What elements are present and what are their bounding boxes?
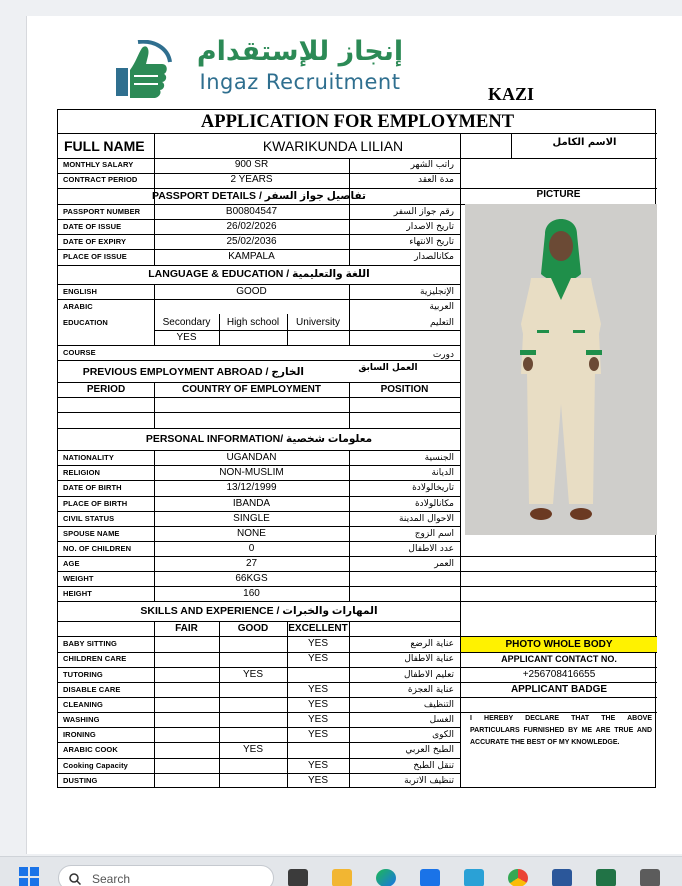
passport-number-value: B00804547 [225, 206, 278, 217]
monthly-salary-arabic: راتب الشهر [410, 160, 454, 170]
skill-label: Cooking Capacity [63, 761, 128, 770]
civil-status-arabic: الاحوال المدينة [399, 514, 454, 524]
previous-header-period: PERIOD [86, 384, 126, 395]
skills-header-excellent: EXCELLENT [288, 623, 348, 634]
date-of-birth-arabic: تاريخالولادة [412, 483, 454, 493]
chrome-icon[interactable] [508, 869, 528, 886]
course-label: COURSE [63, 348, 96, 357]
logo-english-text: Ingaz Recruitment [199, 70, 401, 94]
skill-excellent: YES [307, 760, 328, 771]
religion-label: RELIGION [63, 468, 101, 477]
date-of-birth-label: DATE OF BIRTH [63, 483, 122, 492]
agency-code: KAZI [488, 84, 535, 104]
children-count-label: NO. OF CHILDREN [63, 544, 132, 553]
skill-label: TUTORING [63, 670, 103, 679]
monthly-salary-value: 900 SR [234, 159, 269, 170]
edge-browser-icon[interactable] [376, 869, 396, 886]
full-name-value: KWARIKUNDA LILIAN [154, 134, 512, 158]
skill-good [219, 774, 287, 788]
application-form [57, 109, 656, 788]
education-high-school: High school [226, 317, 280, 328]
date-of-expiry-label: DATE OF EXPIRY [63, 237, 127, 246]
skill-arabic: عناية الرضع [410, 639, 454, 649]
excel-icon[interactable] [596, 869, 616, 886]
picture-label: PICTURE [536, 189, 581, 200]
search-icon [69, 872, 81, 884]
skill-arabic: عناية الاطفال [404, 654, 454, 664]
previous-employment-arabic: العمل السابق [358, 363, 418, 373]
skill-arabic: تنقل الطبخ [413, 761, 454, 771]
monthly-salary-label: MONTHLY SALARY [63, 160, 134, 169]
skill-label: BABY SITTING [63, 639, 117, 648]
skill-excellent [287, 668, 349, 682]
skills-header-fair: FAIR [175, 623, 198, 634]
weight-arabic [349, 572, 460, 586]
weight-label: WEIGHT [63, 574, 94, 583]
date-of-expiry-value: 25/02/2036 [226, 236, 277, 247]
skill-label: DISABLE CARE [63, 685, 121, 694]
date-of-birth-value: 13/12/1999 [226, 482, 277, 493]
full-name-label: FULL NAME [64, 138, 145, 154]
skill-good: YES [242, 744, 263, 755]
date-of-issue-arabic: تاريخ الاصدار [406, 222, 454, 232]
skill-good [219, 652, 287, 666]
passport-section-title: PASSPORT DETAILS / تفاصيل جواز السفر [152, 190, 366, 202]
skill-fair [154, 668, 219, 682]
applicant-contact-number: +256708416655 [522, 669, 596, 680]
skill-good [219, 713, 287, 727]
skill-arabic: عناية العجزة [407, 685, 454, 695]
skill-fair [154, 743, 219, 757]
passport-number-arabic: رقم جواز السفر [393, 207, 454, 217]
declaration-text: I HEREBY DECLARE THAT THE ABOVE PARTICULARS FURNISHED BY ME ARE TRUE AND ACCURATE THE BEST OF MY KNOWLEDGE. [470, 715, 652, 746]
skills-section-title: SKILLS AND EXPERIENCE / المهارات والخبرات [140, 605, 378, 617]
place-of-birth-arabic: مكانالولادة [414, 499, 454, 509]
skill-arabic: تعليم الاطفال [403, 670, 454, 680]
english-value: GOOD [236, 286, 267, 297]
skill-good [219, 698, 287, 712]
full-name-arabic-label: الاسم الكامل [552, 137, 617, 148]
education-high-school-mark [219, 331, 287, 345]
contract-period-arabic: مدة العقد [418, 175, 454, 185]
education-secondary: Secondary [162, 317, 211, 328]
language-section-title: LANGUAGE & EDUCATION / اللغة والتعليمية [148, 268, 370, 280]
skill-excellent: YES [307, 729, 328, 740]
windows-start-icon[interactable] [18, 866, 40, 886]
skill-fair [154, 713, 219, 727]
education-label: EDUCATION [63, 318, 108, 327]
civil-status-value: SINGLE [233, 513, 270, 524]
file-explorer-icon[interactable] [332, 869, 352, 886]
education-university-mark [287, 331, 349, 345]
previous-header-country: COUNTRY OF EMPLOYMENT [182, 384, 321, 395]
civil-status-label: CIVIL STATUS [63, 514, 115, 523]
place-of-issue-value: KAMPALA [228, 251, 275, 262]
nationality-arabic: الجنسية [424, 453, 454, 463]
place-of-issue-label: PLACE OF ISSUE [63, 252, 127, 261]
skill-label: WASHING [63, 715, 100, 724]
passport-number-label: PASSPORT NUMBER [63, 207, 141, 216]
app-icon[interactable] [464, 869, 484, 886]
english-arabic: الإنجليزية [420, 287, 454, 297]
taskbar [0, 856, 682, 886]
skill-excellent: YES [307, 638, 328, 649]
english-label: ENGLISH [63, 287, 98, 296]
printer-icon[interactable] [640, 869, 660, 886]
thumbs-up-logo-icon [108, 40, 172, 100]
education-university: University [296, 317, 340, 328]
skill-arabic: الكوى [432, 730, 454, 740]
skill-fair [154, 774, 219, 788]
spouse-name-label: SPOUSE NAME [63, 529, 120, 538]
skill-arabic: التنظيف [423, 700, 454, 710]
skill-fair [154, 759, 219, 773]
contract-period-label: CONTRACT PERIOD [63, 175, 138, 184]
skill-label: CLEANING [63, 700, 103, 709]
age-label: AGE [63, 559, 80, 568]
skill-fair [154, 652, 219, 666]
religion-value: NON-MUSLIM [219, 467, 284, 478]
education-arabic: التعليم [430, 318, 454, 328]
date-of-issue-label: DATE OF ISSUE [63, 222, 122, 231]
contract-period-value: 2 YEARS [230, 174, 273, 185]
course-arabic: دورت [432, 350, 454, 360]
previous-header-position: POSITION [380, 384, 429, 395]
spouse-name-value: NONE [237, 528, 266, 539]
skill-label: ARABIC COOK [63, 745, 118, 754]
skill-arabic: الطبخ العربي [405, 745, 454, 755]
skill-fair [154, 698, 219, 712]
skill-arabic: تنظيف الاتربة [404, 776, 454, 786]
taskbar-search-box[interactable] [58, 865, 274, 886]
education-secondary-mark: YES [176, 332, 197, 343]
weight-value: 66KGS [235, 573, 268, 584]
place-of-birth-label: PLACE OF BIRTH [63, 499, 128, 508]
skill-label: IRONING [63, 730, 96, 739]
place-of-issue-arabic: مكانالصدار [414, 252, 454, 262]
skill-excellent [287, 743, 349, 757]
arabic-value [154, 300, 349, 314]
age-value: 27 [245, 558, 258, 569]
word-icon[interactable] [552, 869, 572, 886]
children-count-value: 0 [248, 543, 255, 554]
skill-good: YES [242, 669, 263, 680]
arabic-label: ARABIC [63, 302, 93, 311]
nationality-label: NATIONALITY [63, 453, 114, 462]
personal-section-title: PERSONAL INFORMATION/ معلومات شخصية [145, 433, 373, 445]
applicant-badge-label: APPLICANT BADGE [510, 684, 608, 695]
search-placeholder: Search [92, 872, 131, 886]
skill-excellent: YES [307, 699, 328, 710]
previous-employment-title: PREVIOUS EMPLOYMENT ABROAD / الخارج [82, 366, 304, 378]
form-title: APPLICATION FOR EMPLOYMENT [58, 110, 657, 134]
height-arabic [349, 587, 460, 601]
photo-whole-body-label: PHOTO WHOLE BODY [461, 637, 657, 652]
height-label: HEIGHT [63, 589, 92, 598]
skill-excellent: YES [307, 714, 328, 725]
applicant-photo [465, 204, 657, 535]
task-view-icon[interactable] [288, 869, 308, 886]
date-of-expiry-arabic: تاريخ الانتهاء [409, 237, 454, 247]
children-count-arabic: عدد الاطفال [408, 544, 454, 554]
skill-good [219, 683, 287, 697]
date-of-issue-value: 26/02/2026 [226, 221, 277, 232]
spouse-name-arabic: اسم الزوج [414, 529, 454, 539]
religion-arabic: الديانة [431, 468, 454, 478]
skill-fair [154, 637, 219, 651]
skill-good [219, 759, 287, 773]
nationality-value: UGANDAN [226, 452, 277, 463]
skill-label: CHILDREN CARE [63, 654, 127, 663]
skill-good [219, 637, 287, 651]
store-icon[interactable] [420, 869, 440, 886]
skills-header-good: GOOD [237, 623, 269, 634]
skill-good [219, 728, 287, 742]
skill-excellent: YES [307, 775, 328, 786]
age-arabic: العمر [434, 559, 454, 569]
height-value: 160 [243, 588, 260, 599]
skill-excellent: YES [307, 653, 328, 664]
skill-label: DUSTING [63, 776, 98, 785]
skill-excellent: YES [307, 684, 328, 695]
arabic-arabic: العربية [429, 302, 454, 312]
skill-fair [154, 728, 219, 742]
skill-arabic: الغسل [429, 715, 454, 725]
logo-arabic-text: إنجاز للإستقدام [196, 36, 404, 67]
skill-fair [154, 683, 219, 697]
applicant-contact-label: APPLICANT CONTACT NO. [501, 654, 617, 664]
place-of-birth-value: IBANDA [232, 498, 271, 509]
